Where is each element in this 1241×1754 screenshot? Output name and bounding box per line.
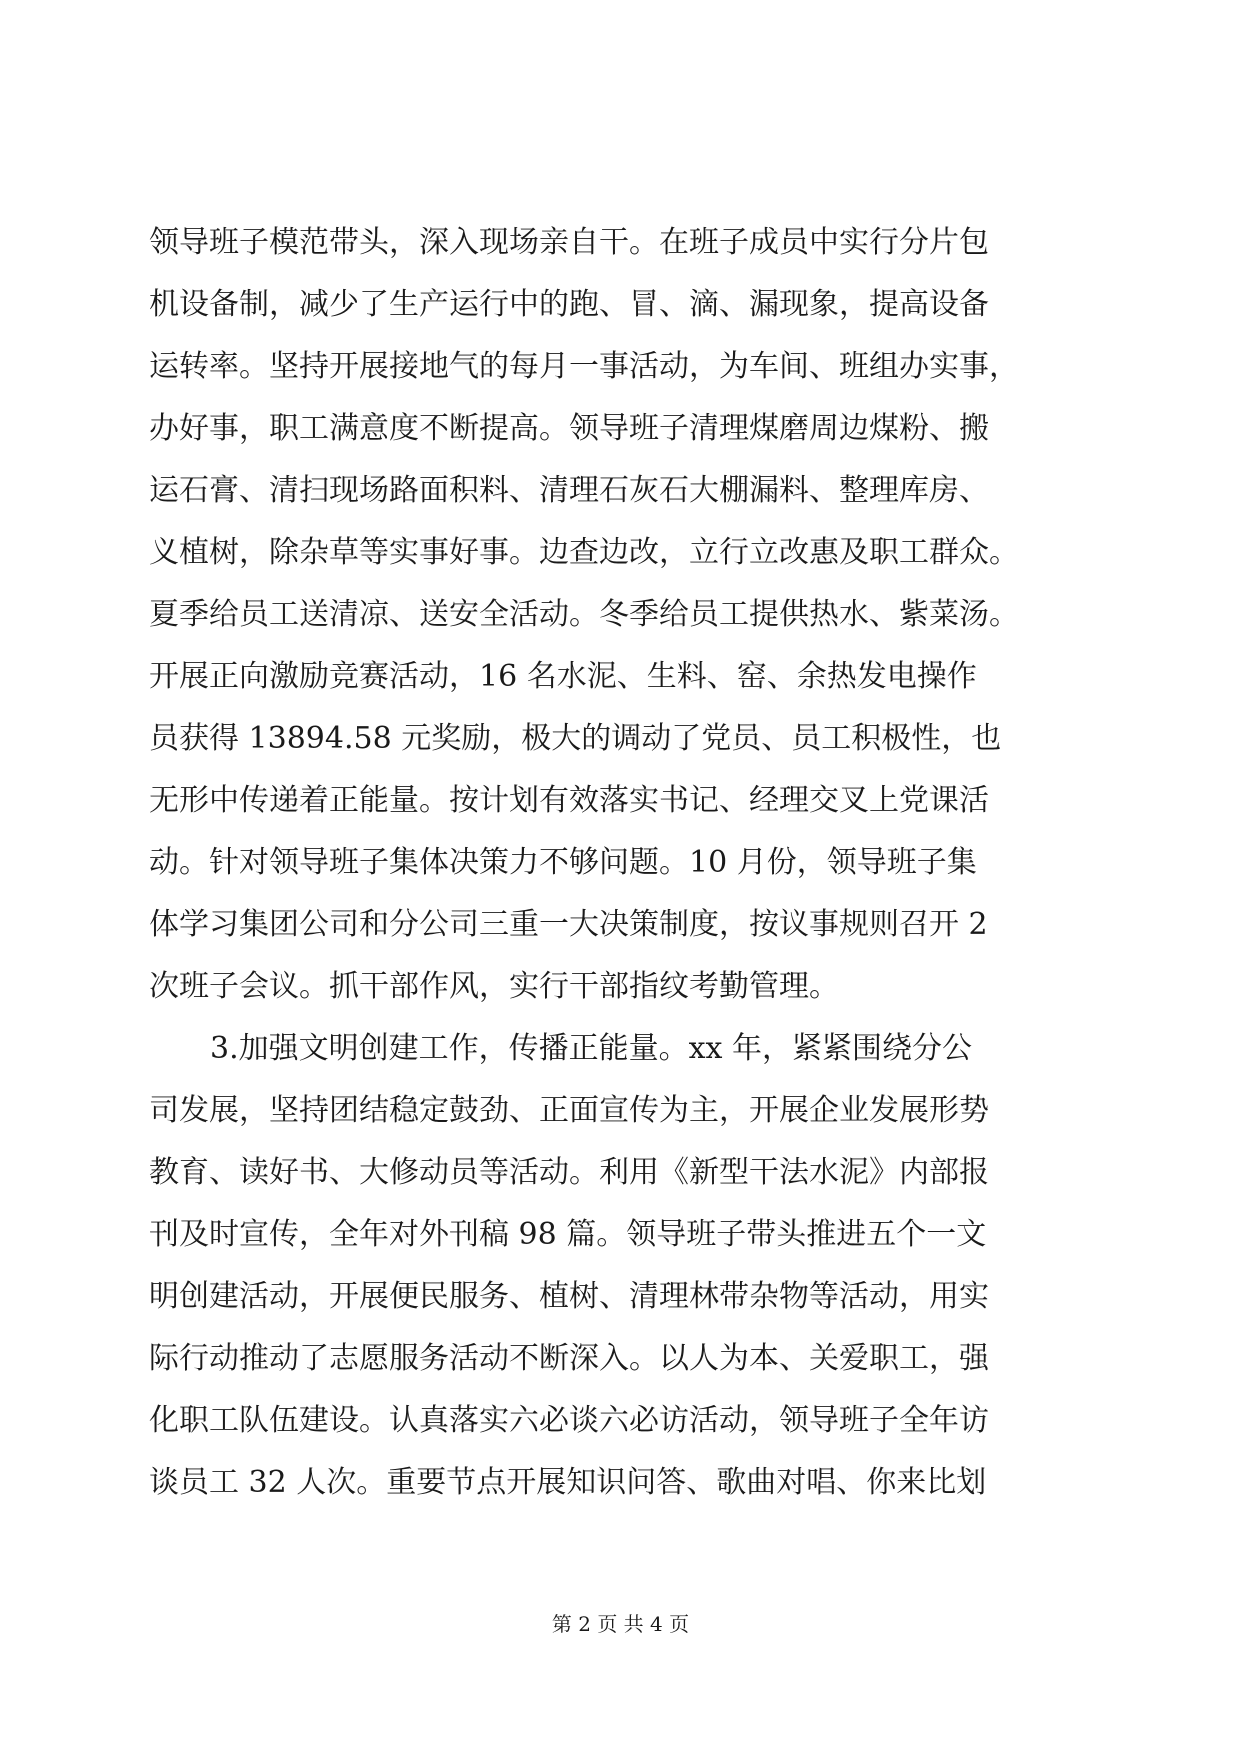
paragraph-start-line: 3.加强文明创建工作，传播正能量。xx 年，紧紧围绕分公 xyxy=(210,1031,972,1066)
text-line: 际行动推动了志愿服务活动不断深入。以人为本、关爱职工，强 xyxy=(149,1341,989,1376)
text-line: 明创建活动，开展便民服务、植树、清理林带杂物等活动，用实 xyxy=(149,1279,989,1314)
text-line: 员获得 13894.58 元奖励，极大的调动了党员、员工积极性，也 xyxy=(149,721,1002,756)
body-text xyxy=(149,226,1097,1528)
text-line: 运石膏、清扫现场路面积料、清理石灰石大棚漏料、整理库房、 xyxy=(149,473,989,508)
text-line: 体学习集团公司和分公司三重一大决策制度，按议事规则召开 2 xyxy=(149,907,988,942)
text-line: 动。针对领导班子集体决策力不够问题。10 月份，领导班子集 xyxy=(149,845,977,880)
text-line: 领导班子模范带头，深入现场亲自干。在班子成员中实行分片包 xyxy=(149,225,989,260)
text-line: 无形中传递着正能量。按计划有效落实书记、经理交叉上党课活 xyxy=(149,783,989,818)
text-line: 化职工队伍建设。认真落实六必谈六必访活动，领导班子全年访 xyxy=(149,1403,989,1438)
text-line: 司发展，坚持团结稳定鼓劲、正面宣传为主，开展企业发展形势 xyxy=(149,1093,989,1128)
page-number-footer: 第 2 页 共 4 页 xyxy=(551,1612,690,1636)
text-line: 义植树，除杂草等实事好事。边查边改，立行立改惠及职工群众。 xyxy=(149,535,1019,570)
text-line: 运转率。坚持开展接地气的每月一事活动，为车间、班组办实事， xyxy=(149,349,1019,384)
text-line: 机设备制，减少了生产运行中的跑、冒、滴、漏现象，提高设备 xyxy=(149,287,989,322)
text-line: 刊及时宣传，全年对外刊稿 98 篇。领导班子带头推进五个一文 xyxy=(149,1217,987,1252)
text-line: 次班子会议。抓干部作风，实行干部指纹考勤管理。 xyxy=(149,969,839,1004)
text-line: 办好事，职工满意度不断提高。领导班子清理煤磨周边煤粉、搬 xyxy=(149,411,989,446)
text-line: 教育、读好书、大修动员等活动。利用《新型干法水泥》内部报 xyxy=(149,1155,989,1190)
text-line: 开展正向激励竞赛活动，16 名水泥、生料、窑、余热发电操作 xyxy=(149,659,977,694)
text-line: 夏季给员工送清凉、送安全活动。冬季给员工提供热水、紫菜汤。 xyxy=(149,597,1019,632)
text-line: 谈员工 32 人次。重要节点开展知识问答、歌曲对唱、你来比划 xyxy=(149,1465,987,1500)
